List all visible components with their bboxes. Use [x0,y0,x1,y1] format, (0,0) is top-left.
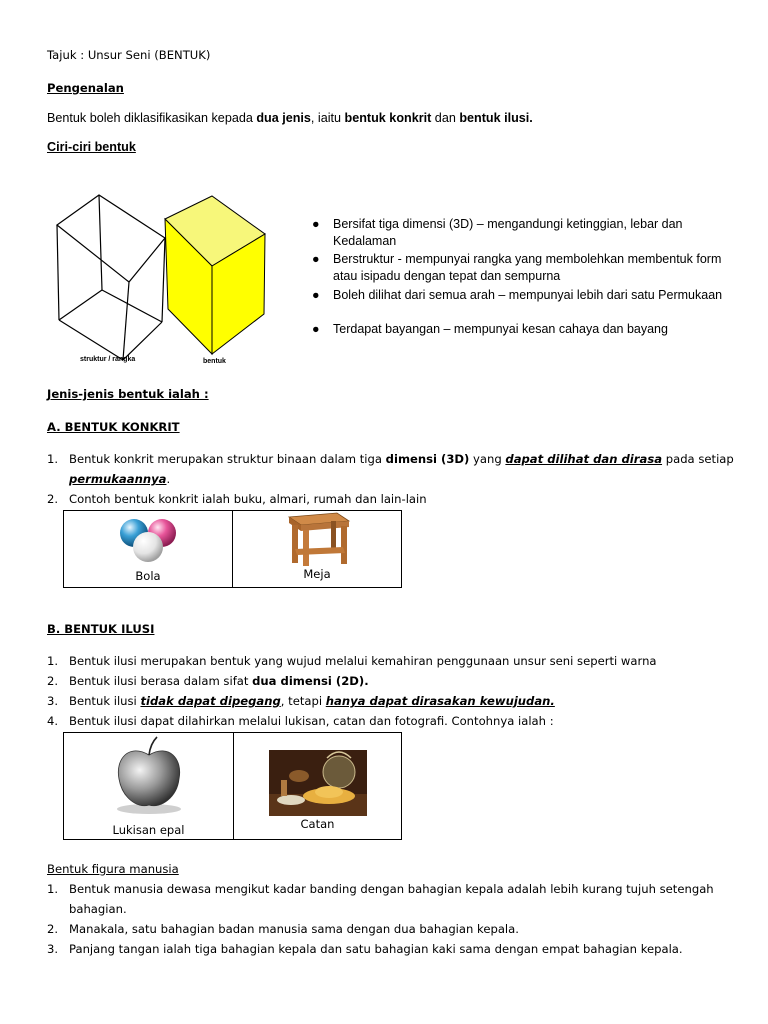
intro-paragraph: Bentuk boleh diklasifikasikan kepada dua jenis, iaitu bentuk konkrit dan bentuk ilusi. [47,111,533,125]
meja-caption: Meja [303,567,331,581]
table-stool-image [283,511,353,567]
ciri-heading: Ciri-ciri bentuk [47,140,136,154]
konkrit-image-table [63,510,402,588]
wireframe-cube-image [47,190,177,375]
bullet-icon: ● [312,322,320,336]
figura-heading: Bentuk figura manusia [47,862,179,876]
ilusi-image-table [63,732,402,840]
cube-top-edge [57,195,165,282]
lukisan-caption: Lukisan epal [112,823,185,837]
bullet-icon: ● [312,288,320,302]
ilusi-heading: B. BENTUK ILUSI [47,622,155,636]
catan-caption: Catan [300,817,335,831]
bullet-icon: ● [312,217,320,231]
wireframe-label: struktur / rangka [80,356,136,363]
lukisan-cell [64,733,234,840]
bola-caption: Bola [135,569,161,583]
bola-cell [64,511,233,588]
balls-image [116,515,182,565]
solid-cube-label: bentuk [203,358,226,365]
meja-cell [233,511,402,588]
konkrit-heading: A. BENTUK KONKRIT [47,420,180,434]
apple-sketch-image [109,733,189,817]
page-title: Tajuk : Unsur Seni (BENTUK) [47,48,211,62]
intro-heading: Pengenalan [47,81,124,95]
bullet-icon: ● [312,252,320,266]
solid-cube-image [160,194,270,359]
jenis-heading: Jenis-jenis bentuk ialah : [47,387,209,401]
still-life-painting-image [269,750,367,816]
konkrit-item-1-cont: permukaannya. [69,472,171,486]
figura-item-1-cont: bahagian. [69,902,127,916]
catan-cell [234,733,402,840]
